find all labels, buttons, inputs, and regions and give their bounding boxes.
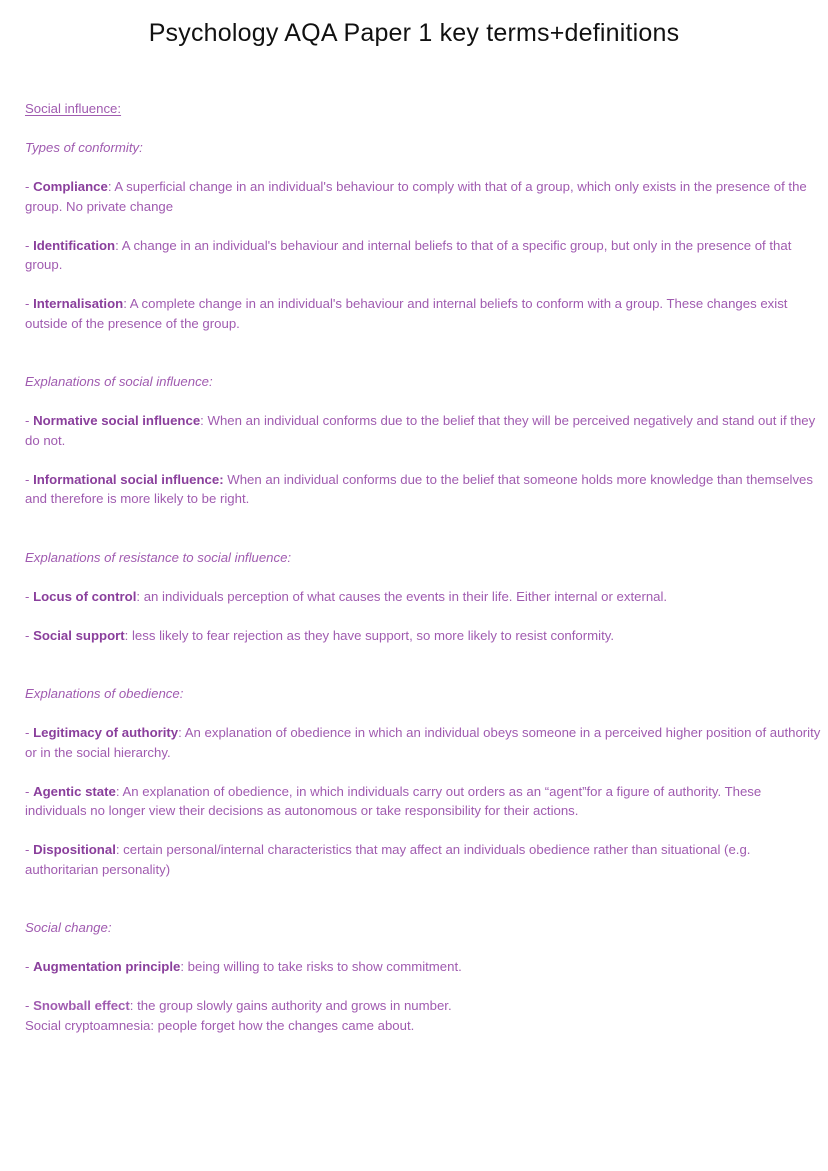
term-name: Social support xyxy=(33,627,125,643)
term-entry xyxy=(25,996,821,1016)
term-entry xyxy=(25,957,821,977)
term-definition: : When an individual conforms due to the belief that they will be perceived negatively and stand out if they do not. xyxy=(25,413,816,448)
term-name: Internalisation xyxy=(33,296,124,311)
page-title: Psychology AQA Paper 1 key terms+definitions xyxy=(148,19,680,47)
term-entry xyxy=(25,294,821,333)
bullet-dash: - xyxy=(25,783,34,799)
notes-content xyxy=(25,99,821,1035)
term-entry xyxy=(25,470,821,509)
sub-heading: Social change: xyxy=(25,920,112,935)
bullet-dash: - xyxy=(25,413,34,428)
bullet-dash: - xyxy=(25,296,34,311)
bullet-dash: - xyxy=(25,627,34,643)
term-name: Identification xyxy=(33,237,116,253)
term-entry xyxy=(25,587,821,607)
term-definition: : being willing to take risks to show commitment. xyxy=(180,959,462,974)
group-explanations-social-influence xyxy=(25,372,821,509)
term-definition: : less likely to fear rejection as they have support, so more likely to resist conformity. xyxy=(124,627,615,643)
term-name: Snowball effect xyxy=(33,998,130,1013)
term-name: Compliance xyxy=(33,179,108,194)
sub-heading: Explanations of social influence: xyxy=(25,374,213,389)
bullet-dash: - xyxy=(25,179,34,194)
bullet-dash: - xyxy=(25,237,34,253)
term-entry xyxy=(25,236,821,275)
bullet-dash: - xyxy=(25,471,34,487)
bullet-dash: - xyxy=(25,725,34,740)
term-definition: : An explanation of obedience, in which individuals carry out orders as an “agent”for a figure of authority. These individuals no longer view their decisions as autonomous or take responsibility for their actions. xyxy=(25,783,762,818)
group-types-of-conformity xyxy=(25,138,821,333)
term-entry xyxy=(25,177,821,216)
term-name: Informational social influence: xyxy=(33,471,224,487)
group-explanations-resistance xyxy=(25,548,821,646)
term-definition: : the group slowly gains authority and grows in number. xyxy=(129,998,452,1013)
term-definition: When an individual conforms due to the belief that someone holds more knowledge than themselves and therefore is more likely to be right. xyxy=(25,471,813,506)
extra-note: Social cryptoamnesia: people forget how the changes came about. xyxy=(25,1017,415,1033)
bullet-dash: - xyxy=(25,842,34,857)
term-entry xyxy=(25,840,821,879)
term-name: Agentic state xyxy=(33,783,116,799)
term-entry xyxy=(25,411,821,450)
term-name: Locus of control xyxy=(33,588,137,604)
bullet-dash: - xyxy=(25,959,34,974)
sub-heading: Explanations of resistance to social influence: xyxy=(25,549,292,565)
term-entry xyxy=(25,626,821,646)
term-definition: : A complete change in an individual's behaviour and internal beliefs to conform with a group. These changes exist outside of the presence of the group. xyxy=(25,296,788,331)
term-name: Dispositional xyxy=(33,842,116,857)
term-name: Legitimacy of authority xyxy=(33,725,179,740)
term-definition: : A change in an individual's behaviour and internal beliefs to that of a specific group, but only in the presence of that group. xyxy=(25,237,792,272)
bullet-dash: - xyxy=(25,588,34,604)
sub-heading: Explanations of obedience: xyxy=(25,686,184,701)
term-entry xyxy=(25,782,821,821)
term-name: Augmentation principle xyxy=(33,959,181,974)
term-definition: : certain personal/internal characteristics that may affect an individuals obedience rather than situational (e.g. authoritarian personality) xyxy=(25,842,751,877)
term-entry xyxy=(25,723,821,762)
group-social-change xyxy=(25,918,821,1035)
term-name: Normative social influence xyxy=(33,413,201,428)
term-definition: : A superficial change in an individual's behaviour to comply with that of a group, which only exists in the presence of the group. No private change xyxy=(25,179,807,214)
term-definition: : an individuals perception of what causes the events in their life. Either internal or external. xyxy=(136,588,668,604)
term-definition: : An explanation of obedience in which an individual obeys someone in a perceived higher position of authority or in the social hierarchy. xyxy=(25,725,821,760)
sub-heading: Types of conformity: xyxy=(25,140,143,155)
section-heading: Social influence: xyxy=(25,101,122,116)
bullet-dash: - xyxy=(25,998,34,1013)
group-explanations-obedience xyxy=(25,684,821,879)
